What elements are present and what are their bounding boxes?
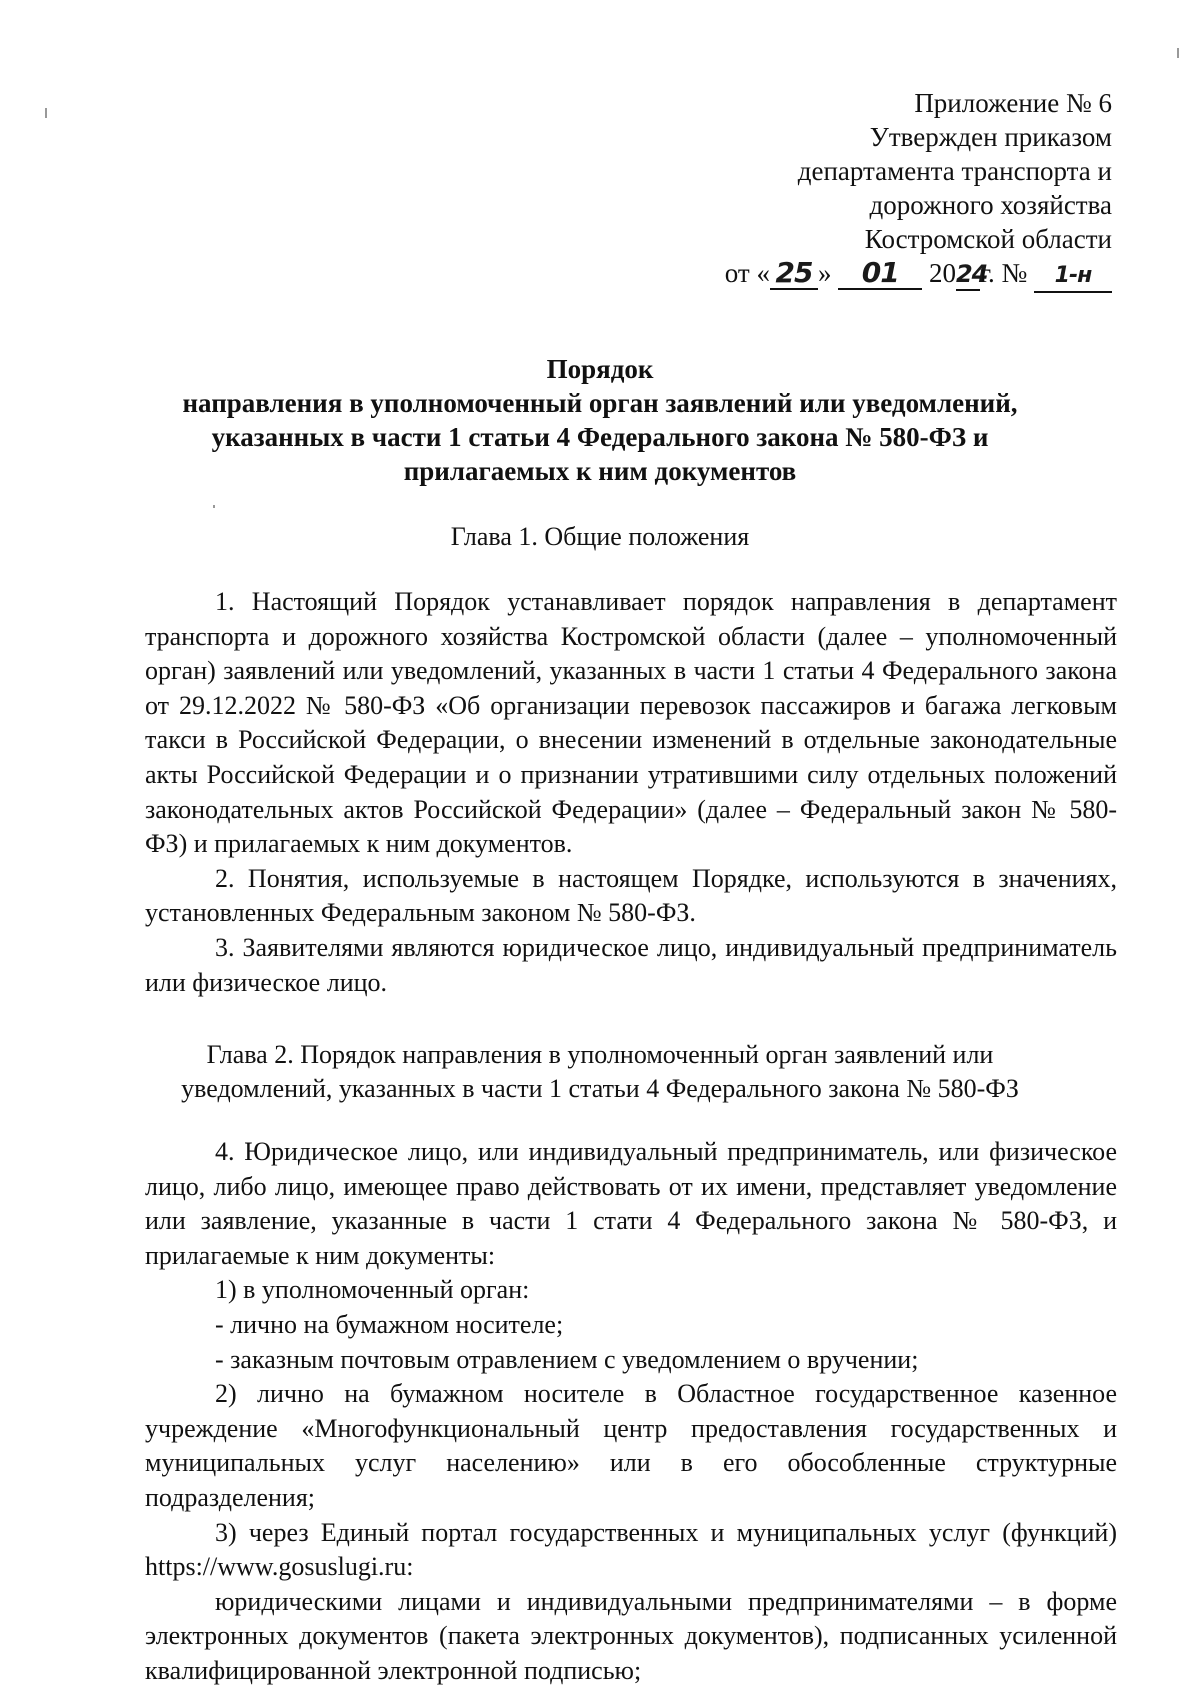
appendix-label: Приложение № 6 [914,88,1112,118]
item-1-b: - заказным почтовым отравлением с уведомлением о вручении; [215,1344,919,1374]
chapter-1-body [145,585,1117,1000]
order-month: 01 [838,258,922,290]
approved-label: Утвержден приказом [869,122,1112,152]
approval-header [725,86,1112,293]
title-line-2: направления в уполномоченный орган заявлений или уведомлений, [182,388,1018,418]
scan-speck [213,505,215,508]
chapter-2-body [145,1135,1117,1689]
item-2: 2) лично на бумажном носителе в Областное государственное казенное учреждение «Многофункциональный центр предоставления государственных и муниципальных услуг населению» или в его обособленные структурные подразделения; [145,1379,1117,1512]
scan-speck [45,108,47,118]
department-line-2: дорожного хозяйства [869,190,1112,220]
chapter-1-heading: Глава 1. Общие положения [450,522,750,551]
paragraph-1: 1. Настоящий Порядок устанавливает порядок направления в департамент транспорта и дорожного хозяйства Костромской области (далее – уполномоченный орган) заявлений или уведомлений, указанных в части 1 статьи 4 Федерального закона от 29.12.2022 № 580-ФЗ «Об организации перевозок пассажиров и багажа легковым такси в Российской Федерации, о внесении изменений в отдельные законодательные акты Российской Федерации и о признании утратившими силу отдельных положений законодательных актов Российской Федерации» (далее – Федеральный закон № 580-ФЗ) и прилагаемых к ним документов. [145,587,1117,859]
order-date-line: от « 25 » 01 2024г. № 1-н [725,256,1112,293]
order-day: 25 [770,258,818,290]
chapter-2-heading [120,1038,1080,1106]
paragraph-4: 4. Юридическое лицо, или индивидуальный предприниматель, или физическое лицо, либо лицо, имеющее право действовать от их имени, представляет уведомление или заявление, указанные в части 1 стати 4 Федерального закона № 580-ФЗ, и прилагаемые к ним документы: [145,1137,1117,1270]
order-number: 1-н [1034,258,1112,293]
item-1-a: - лично на бумажном носителе; [215,1309,564,1339]
region-label: Костромской области [864,224,1112,254]
paragraph-2: 2. Понятия, используемые в настоящем Порядке, используются в значениях, установленных Федеральным законом № 580-ФЗ. [145,863,1117,928]
paragraph-3: 3. Заявителями являются юридическое лицо, индивидуальный предприниматель или физическое лицо. [145,932,1117,997]
document-title [150,352,1050,488]
department-line-1: департамента транспорта и [797,156,1112,186]
title-line-1: Порядок [546,354,654,384]
item-1: 1) в уполномоченный орган: [215,1275,530,1305]
title-line-3: указанных в части 1 статьи 4 Федерального закона № 580-ФЗ и [211,422,989,452]
order-year: 24 [956,258,980,291]
item-3: 3) через Единый портал государственных и муниципальных услуг (функций) https://www.gosuslugi.ru: [145,1517,1117,1582]
chapter-2-heading-line-1: Глава 2. Порядок направления в уполномоченный орган заявлений или [206,1040,994,1069]
scan-speck [1177,48,1179,58]
chapter-2-heading-line-2: уведомлений, указанных в части 1 статьи 4 Федерального закона № 580-ФЗ [181,1074,1019,1103]
title-line-4: прилагаемых к ним документов [403,456,797,486]
item-3-a: юридическими лицами и индивидуальными предпринимателями – в форме электронных документов (пакета электронных документов), подписанных усиленной квалифицированной электронной подписью; [145,1586,1117,1685]
